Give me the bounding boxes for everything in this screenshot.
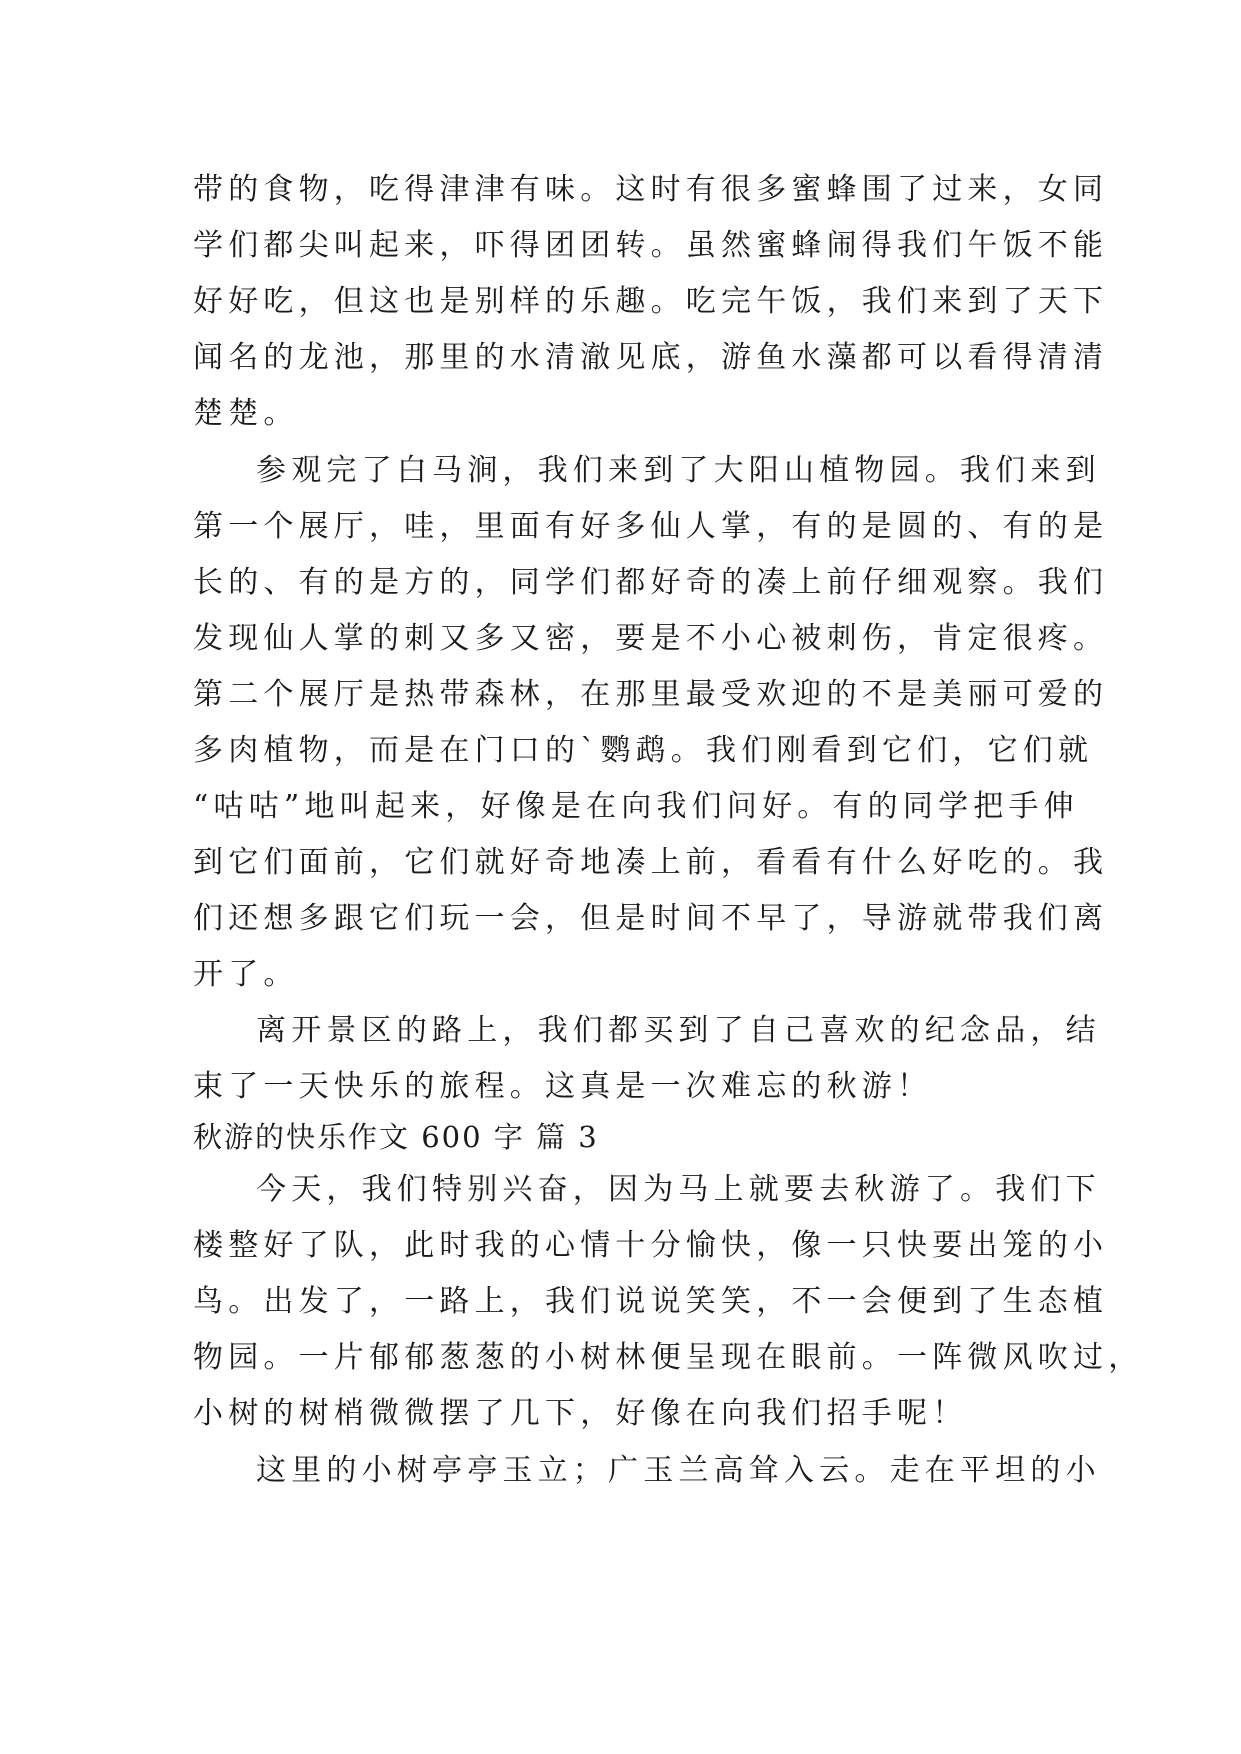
text-line: 物园。一片郁郁葱葱的小树林便呈现在眼前。一阵微风吹过， — [193, 1340, 1144, 1375]
text-line: 束了一天快乐的旅程。这真是一次难忘的秋游！ — [193, 1069, 933, 1104]
paragraph-first-line: 离开景区的路上，我们都买到了自己喜欢的纪念品，结 — [256, 1013, 1101, 1048]
paragraph-first-line: 参观完了白马涧，我们来到了大阳山植物园。我们来到 — [256, 453, 1101, 488]
section-heading: 秋游的快乐作文 600 字 篇 3 — [193, 1120, 599, 1154]
text-line: 多肉植物，而是在门口的`鹦鹉。我们刚看到它们，它们就 — [193, 733, 1094, 768]
text-line: 学们都尖叫起来，吓得团团转。虽然蜜蜂闹得我们午饭不能 — [193, 228, 1109, 263]
text-line: 好好吃，但这也是别样的乐趣。吃完午饭，我们来到了天下 — [193, 284, 1109, 319]
text-line: 到它们面前，它们就好奇地凑上前，看看有什么好吃的。我 — [193, 845, 1109, 880]
text-line: 带的食物，吃得津津有味。这时有很多蜜蜂围了过来，女同 — [193, 172, 1109, 207]
text-line: 发现仙人掌的刺又多又密，要是不小心被刺伤，肯定很疼。 — [193, 621, 1109, 656]
paragraph-first-line: 今天，我们特别兴奋，因为马上就要去秋游了。我们下 — [256, 1172, 1101, 1207]
text-line: 楚楚。 — [193, 396, 299, 431]
text-line: “咕咕”地叫起来，好像是在向我们问好。有的同学把手伸 — [193, 789, 1079, 824]
text-line: 长的、有的是方的，同学们都好奇的凑上前仔细观察。我们 — [193, 565, 1109, 600]
text-line: 第一个展厅，哇，里面有好多仙人掌，有的是圆的、有的是 — [193, 509, 1109, 544]
text-line: 楼整好了队，此时我的心情十分愉快，像一只快要出笼的小 — [193, 1228, 1109, 1263]
text-line: 们还想多跟它们玩一会，但是时间不早了，导游就带我们离 — [193, 901, 1109, 936]
text-line: 小树的树梢微微摆了几下，好像在向我们招手呢！ — [193, 1396, 968, 1431]
paragraph-first-line: 这里的小树亭亭玉立；广玉兰高耸入云。走在平坦的小 — [256, 1453, 1101, 1488]
text-line: 第二个展厅是热带森林，在那里最受欢迎的不是美丽可爱的 — [193, 677, 1109, 712]
text-line: 鸟。出发了，一路上，我们说说笑笑，不一会便到了生态植 — [193, 1284, 1109, 1319]
text-line: 开了。 — [193, 957, 299, 992]
text-line: 闻名的龙池，那里的水清澈见底，游鱼水藻都可以看得清清 — [193, 340, 1109, 375]
